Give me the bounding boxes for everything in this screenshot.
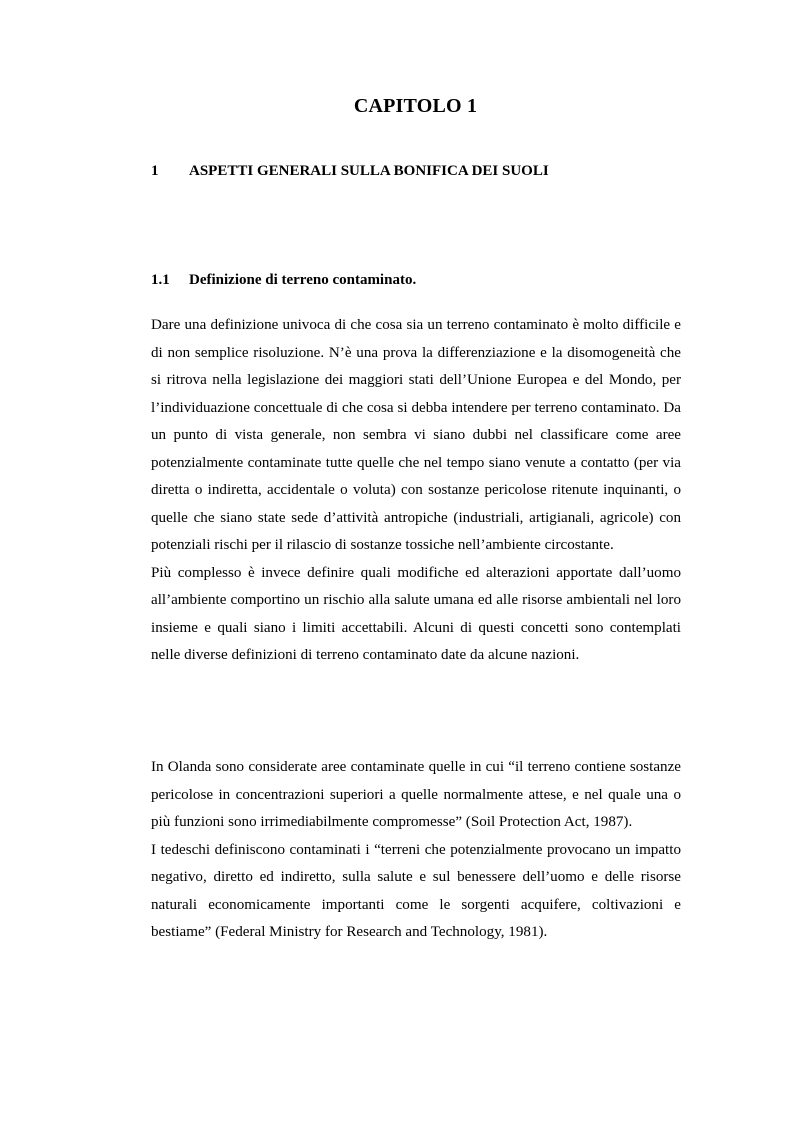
- subsection-heading: [151, 272, 416, 289]
- subsection-title: Definizione di terreno contaminato.: [189, 272, 417, 288]
- body-text-block-2: [151, 754, 681, 947]
- paragraph-germany: I tedeschi definiscono contaminati i “terreni che potenzialmente provocano un impatto negativo, diretto ed indiretto, sulla salute e sul benessere dell’uomo e delle risorse naturali economicamente importanti come le sorgenti acquifere, coltivazioni e bestiame” (Federal Ministry for Research and Technology, 1981).: [151, 841, 681, 940]
- paragraph-definition-intro: Dare una definizione univoca di che cosa sia un terreno contaminato è molto difficile e di non semplice risoluzione. N’è una prova la differenziazione e la disomogeneità che si ritrova nella legislazione dei maggiori stati dell’Unione Europea e del Mondo, per l’individuazione concettuale di che cosa si debba intendere per terreno contaminato. Da un punto di vista generale, non sembra vi siano dubbi nel classificare come aree potenzialmente contaminate tutte quelle che nel tempo siano venute a contatto (per via diretta o indiretta, accidentale o voluta) con sostanze pericolose ritenute inquinanti, o quelle che siano state sede d’attività antropiche (industriali, artigianali, agricole) con potenziali rischi per il rilascio di sostanze tossiche nell’ambiente circostante.: [151, 317, 681, 553]
- section-title: ASPETTI GENERALI SULLA BONIFICA DEI SUOLI: [189, 163, 549, 179]
- chapter-title: CAPITOLO 1: [353, 95, 478, 117]
- subsection-number: 1.1: [151, 272, 170, 288]
- body-text-block-1: [151, 312, 681, 670]
- paragraph-definition-complexity: Più complesso è invece definire quali modifiche ed alterazioni apportate dall’uomo all’ambiente comportino un rischio alla salute umana ed alle risorse ambientali nel loro insieme e quali siano i limiti accettabili. Alcuni di questi concetti sono contemplati nelle diverse definizioni di terreno contaminato date da alcune nazioni.: [151, 564, 681, 663]
- paragraph-netherlands: In Olanda sono considerate aree contaminate quelle in cui “il terreno contiene sostanze pericolose in concentrazioni superiori a quelle normalmente attese, e nel quale una o più funzioni sono irrimediabilmente compromesse” (Soil Protection Act, 1987).: [151, 759, 681, 830]
- section-number: 1: [151, 163, 159, 179]
- section-heading: [151, 163, 549, 180]
